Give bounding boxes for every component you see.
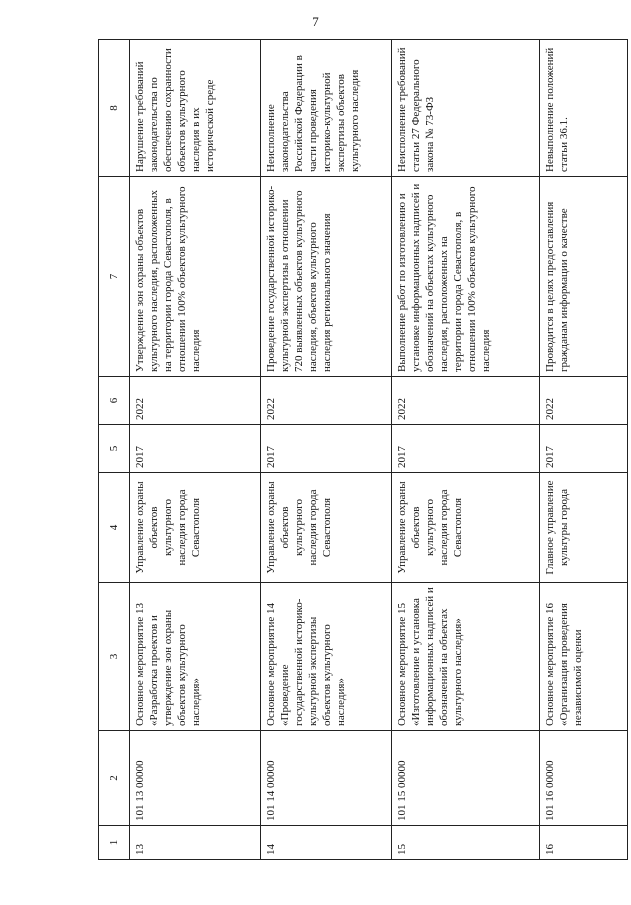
row-number-cell: 15 <box>392 826 540 860</box>
start-year-cell: 2017 <box>540 425 628 473</box>
start-year-cell: 2017 <box>392 425 540 473</box>
executor-cell: Управление охраны объектов культурного наследия города Севастополя <box>392 473 540 583</box>
executor-cell: Управление охраны объектов культурного наследия города Севастополя <box>261 473 392 583</box>
activity-cell: Основное мероприятие 13 «Разработка проектов и утверждение зон охраны объектов культурного наследия» <box>130 583 261 731</box>
code-cell: 101 15 00000 <box>392 731 540 826</box>
activity-cell: Основное мероприятие 15 «Изготовление и установка информационных надписей и обозначений на объектах культурного наследия» <box>392 583 540 731</box>
rotated-table-container <box>98 40 628 860</box>
row-number-cell: 14 <box>261 826 392 860</box>
header-cell: 4 <box>99 473 130 583</box>
header-cell: 5 <box>99 425 130 473</box>
table-row <box>261 40 392 860</box>
end-year-cell: 2022 <box>540 377 628 425</box>
table-row <box>540 40 628 860</box>
header-cell: 7 <box>99 177 130 377</box>
end-year-cell: 2022 <box>261 377 392 425</box>
result-cell: Проводится в целях предоставления гражданам информации о качестве <box>540 177 628 377</box>
table-row <box>392 40 540 860</box>
row-number-cell: 13 <box>130 826 261 860</box>
result-cell: Выполнение работ по изготовлению и установке информационных надписей и обозначений на объектах культурного наследия, расположенных на территории города Севастополя, в отношении 100% объектов культурного наследия <box>392 177 540 377</box>
table-header-row <box>99 40 130 860</box>
end-year-cell: 2022 <box>392 377 540 425</box>
executor-cell: Управление охраны объектов культурного наследия города Севастополя <box>130 473 261 583</box>
consequence-cell: Нарушение требований законодательства по обеспечению сохранности объектов культурного наследия в их исторической среде <box>130 40 261 177</box>
header-cell: 8 <box>99 40 130 177</box>
start-year-cell: 2017 <box>261 425 392 473</box>
consequence-cell: Неисполнение законодательства Российской Федерации в части проведения историко-культурной экспертизы объектов культурного наследия <box>261 40 392 177</box>
code-cell: 101 13 00000 <box>130 731 261 826</box>
header-cell: 6 <box>99 377 130 425</box>
activities-table <box>98 39 628 860</box>
result-cell: Проведение государственной историко-культурной экспертизы в отношении 720 выявленных объектов культурного наследия, объектов культурного наследия регионального значения <box>261 177 392 377</box>
row-number-cell: 16 <box>540 826 628 860</box>
table-row <box>130 40 261 860</box>
consequence-cell: Неисполнение требований статьи 27 Федерального закона № 73-ФЗ <box>392 40 540 177</box>
executor-cell: Главное управление культуры города <box>540 473 628 583</box>
consequence-cell: Невыполнение положений статьи 36.1. <box>540 40 628 177</box>
header-cell: 3 <box>99 583 130 731</box>
start-year-cell: 2017 <box>130 425 261 473</box>
code-cell: 101 16 00000 <box>540 731 628 826</box>
code-cell: 101 14 00000 <box>261 731 392 826</box>
activity-cell: Основное мероприятие 16 «Организация проведения независимой оценки <box>540 583 628 731</box>
header-cell: 1 <box>99 826 130 860</box>
end-year-cell: 2022 <box>130 377 261 425</box>
page-number: 7 <box>312 14 319 29</box>
result-cell: Утверждение зон охраны объектов культурного наследия, расположенных на территории города Севастополя, в отношении 100% объектов культурного наследия <box>130 177 261 377</box>
activity-cell: Основное мероприятие 14 «Проведение государственной историко-культурной экспертизы объектов культурного наследия» <box>261 583 392 731</box>
header-cell: 2 <box>99 731 130 826</box>
